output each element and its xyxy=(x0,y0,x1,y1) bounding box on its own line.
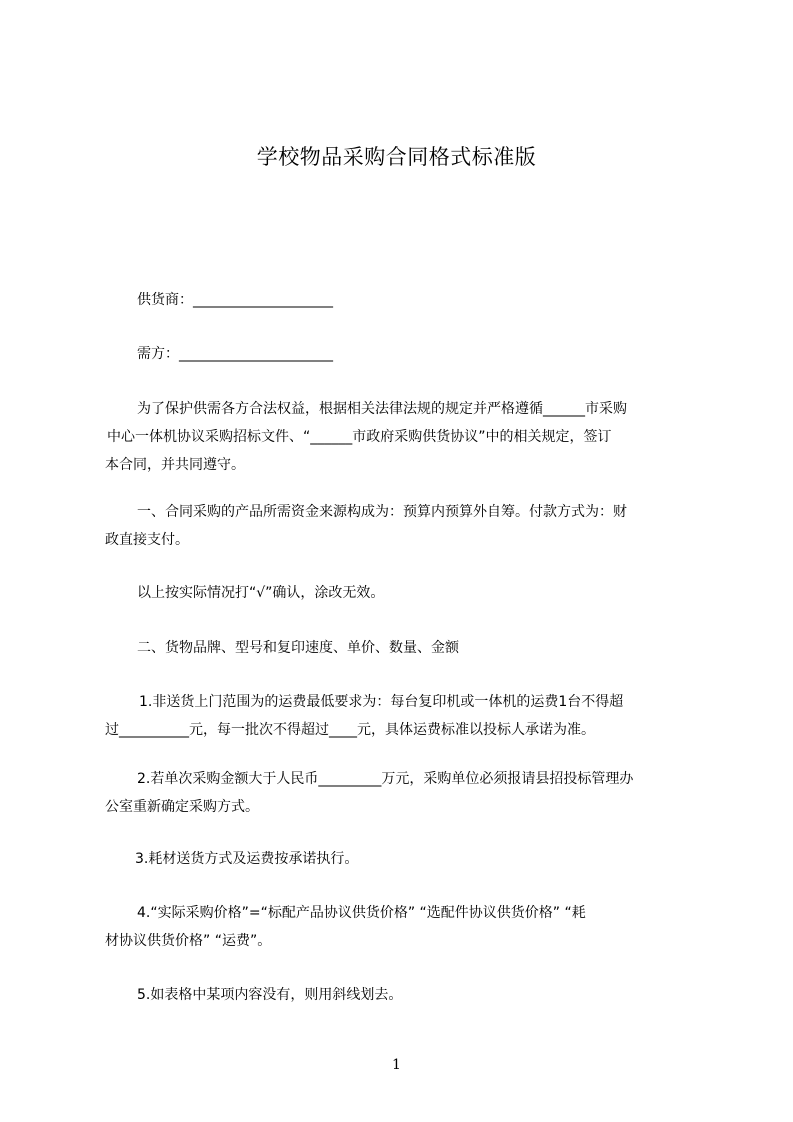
section-2-item-1-line-1: 1.非送货上门范围为的运费最低要求为：每台复印机或一体机的运费1台不得超 xyxy=(139,694,624,710)
section-2-item-4-line-1: 4.“实际采购价格”=“标配产品协议供货价格” “选配件协议供货价格” “耗 xyxy=(137,905,586,921)
section-1-line-1: 一、合同采购的产品所需资金来源构成为：预算内预算外自筹。付款方式为：财 xyxy=(137,504,627,520)
intro-paragraph-line-1: 为了保护供需各方合法权益，根据相关法律法规的规定并严格遵循______市采购 xyxy=(137,401,627,417)
section-2-item-1-line-2: 过__________元，每一批次不得超过____元，具体运费标准以投标人承诺为准。 xyxy=(105,722,595,738)
section-2-item-2-line-1: 2.若单次采购金额大于人民币_________万元，采购单位必须报请县招投标管理办 xyxy=(137,771,634,787)
supplier-field-line: 供货商：____________________ xyxy=(137,292,333,308)
page-number: 1 xyxy=(392,1057,401,1073)
section-2-item-3: 3.耗材送货方式及运费按承诺执行。 xyxy=(135,851,359,867)
section-1-line-2: 政直接支付。 xyxy=(105,532,189,548)
section-2-item-2-line-2: 公室重新确定采购方式。 xyxy=(105,799,259,815)
document-title: 学校物品采购合同格式标准版 xyxy=(256,145,537,169)
section-2-item-5: 5.如表格中某项内容没有，则用斜线划去。 xyxy=(137,987,403,1003)
section-2-heading: 二、货物品牌、型号和复印速度、单价、数量、金额 xyxy=(137,640,459,656)
intro-paragraph-line-3: 本合同，并共同遵守。 xyxy=(105,457,245,473)
section-2-item-4-line-2: 材协议供货价格” “运费”。 xyxy=(105,933,272,949)
confirmation-note: 以上按实际情况打“√”确认，涂改无效。 xyxy=(137,585,385,601)
intro-paragraph-line-2: 中心一体机协议采购招标文件、“______市政府采购供货协议”中的相关规定，签订 xyxy=(107,429,612,445)
buyer-field-line: 需方：______________________ xyxy=(137,346,333,362)
